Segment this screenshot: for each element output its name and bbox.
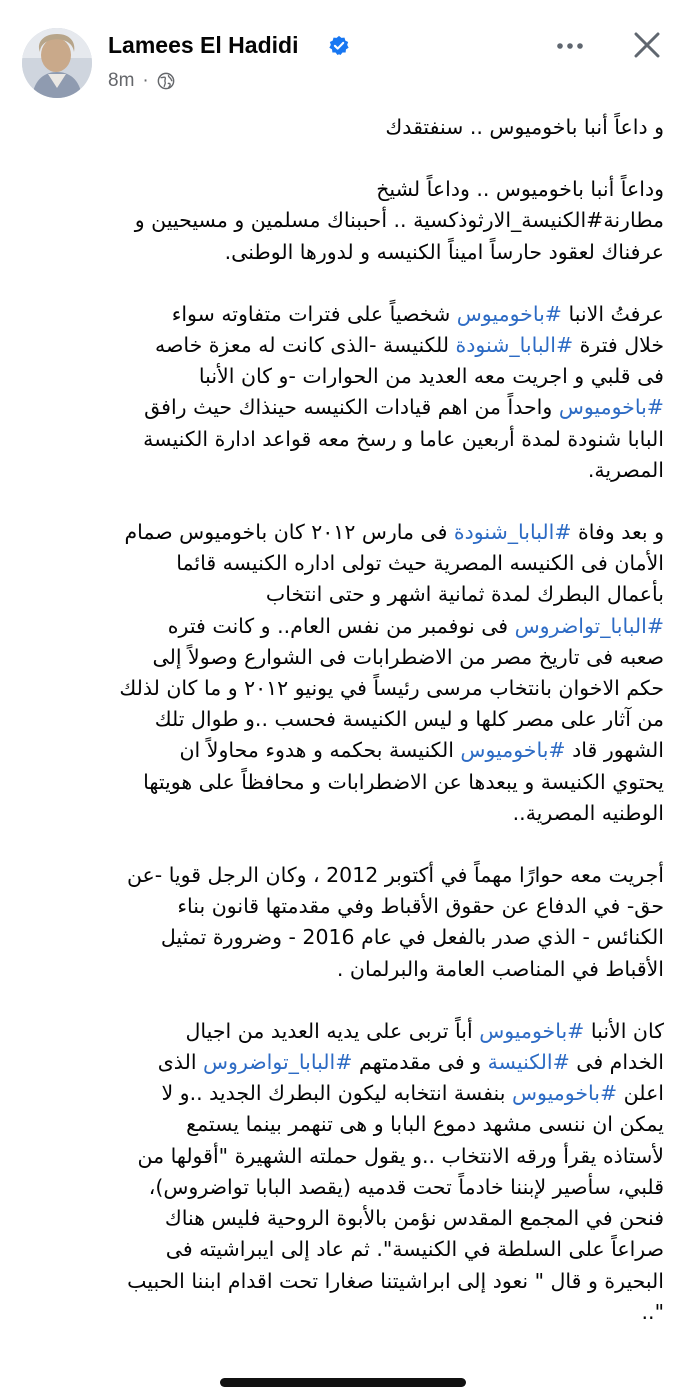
post-body bbox=[14, 112, 664, 1328]
text-line: يمكن ان ننسى مشهد دموع البابا و هى تنهمر بينما يستمع bbox=[186, 1112, 664, 1137]
text-line: حق- في الدفاع عن حقوق الأقباط وفي مقدمتها قانون بناء bbox=[177, 894, 664, 919]
timestamp[interactable]: 8m bbox=[108, 70, 135, 91]
text-line: لأستاذه يقرأ ورقه الانتخاب ..و يقول حملته الشهيرة "أقولها من bbox=[137, 1143, 664, 1168]
hashtag-link[interactable]: #البابا_شنودة bbox=[453, 520, 572, 545]
home-indicator[interactable] bbox=[220, 1378, 466, 1387]
hashtag-link[interactable]: #البابا_تواضروس bbox=[203, 1050, 353, 1075]
text-line: الأقباط في المناصب العامة والبرلمان . bbox=[336, 956, 664, 981]
text-span: كان الأنبا bbox=[584, 1018, 664, 1043]
paragraph bbox=[14, 1016, 664, 1328]
text-line: وداعاً أنبا باخوميوس .. وداعاً لشيخ bbox=[376, 177, 664, 202]
hashtag-link[interactable]: #باخوميوس bbox=[479, 1018, 585, 1043]
paragraph bbox=[14, 517, 664, 829]
text-line bbox=[14, 1016, 664, 1047]
text-line bbox=[14, 1078, 664, 1109]
globe-icon bbox=[157, 72, 175, 90]
avatar-photo-icon bbox=[22, 28, 92, 98]
text-line: من آثار على مصر كلها و ليس الكنيسة فحسب ..و طوال تلك bbox=[154, 707, 664, 732]
text-line bbox=[14, 299, 664, 330]
text-line bbox=[14, 392, 664, 423]
hashtag-link[interactable]: #البابا_شنودة bbox=[455, 333, 574, 358]
meta-separator: · bbox=[142, 70, 149, 91]
avatar[interactable] bbox=[22, 28, 92, 98]
text-line: الكنائس - الذي صدر بالفعل في عام 2016 - وضرورة تمثيل bbox=[160, 925, 664, 950]
post-header bbox=[0, 0, 685, 110]
text-line: الأمان فى الكنيسه المصرية حيث تولى اداره الكنيسه قائما bbox=[176, 551, 664, 576]
verified-badge-icon bbox=[328, 35, 350, 57]
text-span: أباً تربى على يديه العديد من اجيال bbox=[185, 1018, 480, 1043]
hashtag-link[interactable]: #باخوميوس bbox=[558, 395, 664, 420]
text-span: الشهور قاد bbox=[565, 738, 664, 763]
text-span: شخصياً على فترات متفاوته سواء bbox=[171, 301, 457, 326]
text-line: حكم الاخوان بانتخاب مرسى رئيساً في يونيو ٢٠١٢ و ما كان لذلك bbox=[119, 676, 664, 701]
text-line: أجريت معه حوارًا مهماً في أكتوبر 2012 ، وكان الرجل قويا -عن bbox=[126, 863, 664, 888]
text-line: مطارنة#الكنيسة_الارثوذكسية .. أحببناك مسلمين و مسيحيين و bbox=[134, 208, 664, 233]
hashtag-link[interactable]: #باخوميوس bbox=[511, 1081, 618, 1106]
text-span: و فى مقدمتهم bbox=[352, 1050, 488, 1075]
text-line bbox=[14, 330, 664, 361]
text-span: واحداً من اهم قيادات الكنيسه حينذاك حيث رافق bbox=[144, 395, 559, 420]
text-span: الذى bbox=[157, 1050, 204, 1075]
text-line: البابا شنودة لمدة أربعين عاما و رسخ معه قواعد ادارة الكنيسة bbox=[143, 426, 664, 451]
text-line: بأعمال البطرك لمدة ثمانية اشهر و حتى انتخاب bbox=[265, 582, 664, 607]
text-line bbox=[14, 1047, 664, 1078]
hashtag-link[interactable]: #باخوميوس bbox=[460, 738, 566, 763]
text-line: قلبي، سأصير لإبننا خادماً تحت قدميه (يقصد البابا تواضروس)، bbox=[148, 1174, 664, 1199]
text-line: فنحن في المجمع المقدس نؤمن بالأبوة الروحية فليس هناك bbox=[164, 1206, 664, 1231]
text-span: و بعد وفاة bbox=[571, 520, 664, 545]
text-span: فى نوفمبر من نفس العام.. و كانت فتره bbox=[167, 613, 515, 638]
text-line bbox=[14, 735, 664, 766]
text-line: صعبه فى تاريخ مصر من الاضطرابات فى الشوارع وصولاً إلى bbox=[152, 644, 664, 669]
paragraph bbox=[14, 112, 664, 143]
author-name[interactable]: Lamees El Hadidi bbox=[108, 32, 299, 58]
hashtag-link[interactable]: #باخوميوس bbox=[456, 301, 562, 326]
text-span: للكنيسة -الذى كانت له معزة خاصه bbox=[154, 333, 456, 358]
text-span: خلال فترة bbox=[573, 333, 664, 358]
text-span: فى مارس ٢٠١٢ كان باخوميوس صمام bbox=[124, 520, 454, 545]
text-line: صراعاً على السلطة في الكنيسة". ثم عاد إلى ايبراشيته فى bbox=[165, 1237, 664, 1262]
text-line: فى قلبي و اجريت معه العديد من الحوارات -و كان الأنبا bbox=[198, 364, 664, 389]
close-icon[interactable] bbox=[632, 30, 662, 60]
text-line bbox=[14, 611, 664, 642]
paragraph bbox=[14, 860, 664, 985]
text-line: و داعاً أنبا باخوميوس .. سنفتقدك bbox=[385, 115, 664, 139]
text-line bbox=[14, 517, 664, 548]
text-line: المصرية. bbox=[587, 457, 664, 482]
text-span: اعلن bbox=[617, 1081, 664, 1106]
text-span: الخدام فى bbox=[569, 1050, 664, 1075]
hashtag-link[interactable]: #الكنيسة bbox=[487, 1050, 570, 1075]
text-line: عرفناك لعقود حارساً اميناً الكنيسه و لدورها الوطنى. bbox=[224, 239, 664, 264]
text-line: الوطنيه المصرية.. bbox=[512, 800, 664, 825]
text-span: بنفسة انتخابه ليكون البطرك الجديد ..و لا bbox=[161, 1081, 512, 1106]
text-span: الكنيسة بحكمه و هدوء محاولاً ان bbox=[179, 738, 461, 763]
post-meta bbox=[108, 70, 175, 92]
paragraph bbox=[14, 299, 664, 486]
text-line: ".. bbox=[641, 1299, 664, 1324]
text-line: يحتوي الكنيسة و يبعدها عن الاضطرابات و محافظاً على هويتها bbox=[143, 769, 664, 794]
text-span: عرفتُ الانبا bbox=[561, 301, 664, 326]
hashtag-link[interactable]: #البابا_تواضروس bbox=[514, 613, 664, 638]
text-line: البحيرة و قال " نعود إلى ابراشيتنا صغارا تحت اقدام ابننا الحبيب bbox=[127, 1268, 664, 1293]
more-dots-icon[interactable] bbox=[556, 32, 584, 60]
paragraph bbox=[14, 174, 664, 268]
